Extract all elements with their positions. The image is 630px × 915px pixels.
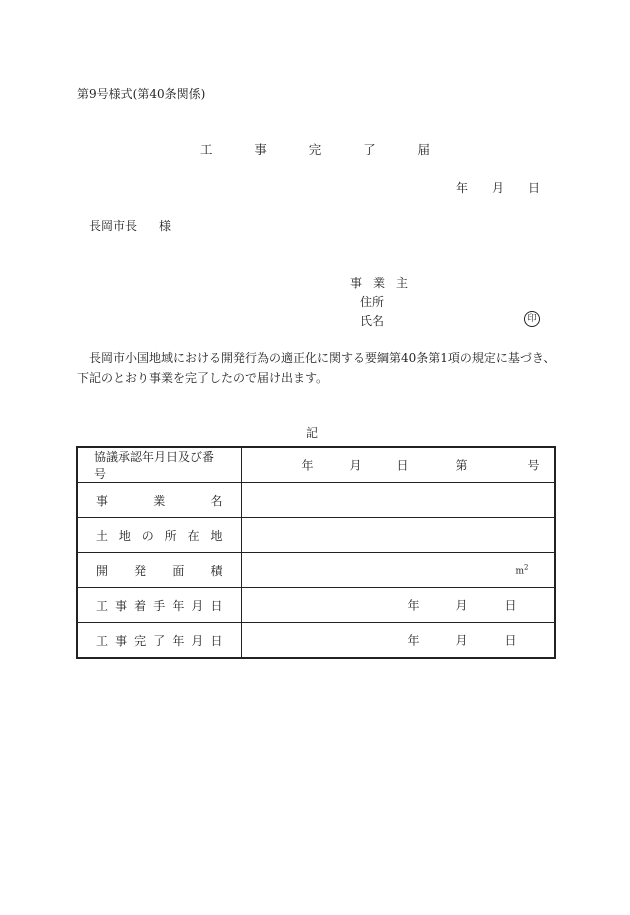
submission-date xyxy=(456,179,540,196)
body-text-line1: 長岡市小国地域における開発行為の適正化に関する要綱第40条第1項の規定に基づき、 xyxy=(89,351,556,365)
row-label-start-date: 工 事 着 手 年 月 日 xyxy=(77,588,241,623)
row-label-location: 土 地 の 所 在 地 xyxy=(77,518,241,553)
table-row xyxy=(77,588,555,623)
addressee-name: 長岡市長 xyxy=(89,219,138,233)
title-char: 了 xyxy=(363,142,376,157)
title-char: 届 xyxy=(417,142,430,157)
business-owner-label: 事 業 主 xyxy=(350,276,408,290)
row-label-area: 開 発 面 積 xyxy=(77,553,241,588)
seal-mark-icon: 印 xyxy=(524,311,540,327)
project-name-field[interactable] xyxy=(241,483,555,518)
addressee-honorific: 様 xyxy=(159,219,172,233)
area-unit: $m^2$ xyxy=(515,563,529,577)
address-label: 住所 xyxy=(360,295,385,309)
form-number-label: 第9号様式(第40条関係) xyxy=(77,87,206,101)
development-area-field[interactable] xyxy=(241,553,555,588)
ki-heading: 記 xyxy=(306,426,319,440)
date-month: 月 xyxy=(491,181,504,195)
addressee xyxy=(89,217,171,234)
row-label-approval: 協議承認年月日及び番号 xyxy=(77,447,241,483)
title-char: 完 xyxy=(308,142,322,157)
construction-completion-date-field[interactable]: 年 月 日 xyxy=(241,623,555,659)
row-label-project-name: 事 業 名 xyxy=(77,483,241,518)
title-char: 工 xyxy=(200,142,213,157)
construction-start-date-field[interactable]: 年 月 日 xyxy=(241,588,555,623)
table-row xyxy=(77,518,555,553)
document-title xyxy=(200,140,430,158)
table-row xyxy=(77,623,555,659)
body-text xyxy=(77,348,557,388)
land-location-field[interactable] xyxy=(241,518,555,553)
row-label-completion-date: 工 事 完 了 年 月 日 xyxy=(77,623,241,659)
table-row xyxy=(77,447,555,483)
approval-date-number-field[interactable]: 年 月 日 第 号 xyxy=(241,447,555,483)
date-day: 日 xyxy=(527,181,540,195)
body-text-line2: 下記のとおり事業を完了したので届け出ます。 xyxy=(77,371,329,385)
applicant-block xyxy=(350,274,408,331)
date-year: 年 xyxy=(456,181,469,195)
title-char: 事 xyxy=(254,142,267,157)
detail-table xyxy=(76,446,556,659)
name-label: 氏名 xyxy=(360,314,385,328)
table-row xyxy=(77,483,555,518)
table-row xyxy=(77,553,555,588)
